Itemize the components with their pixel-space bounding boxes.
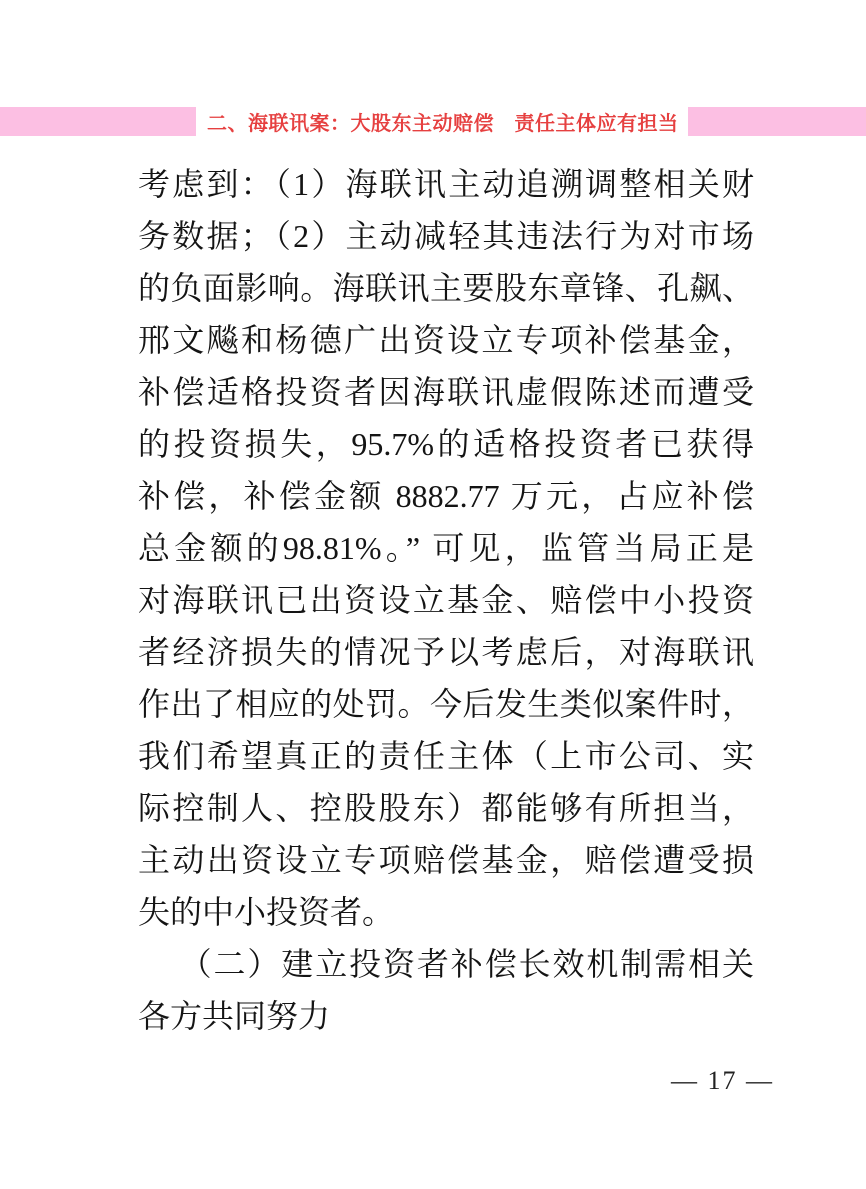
text-line: 补偿，补偿金额 8882.77 万元，占应补偿 [138, 478, 754, 514]
page-body [138, 158, 754, 1042]
text-line: 总金额的98.81%。” 可见，监管当局正是 [138, 530, 754, 566]
page-number: — 17 — [671, 1066, 774, 1095]
text-line: 补偿适格投资者因海联讯虚假陈述而遭受 [138, 374, 754, 410]
text-line: 者经济损失的情况予以考虑后，对海联讯 [138, 634, 754, 670]
text-line: 我们希望真正的责任主体（上市公司、实 [138, 738, 754, 774]
text-line: 对海联讯已出资设立基金、赔偿中小投资 [138, 582, 754, 618]
header-title: 二、海联讯案：大股东主动赔偿 责任主体应有担当 [207, 113, 679, 135]
text-line: 失的中小投资者。 [138, 894, 395, 930]
subsection-heading-line: 各方共同努力 [138, 998, 331, 1034]
text-line: 际控制人、控股股东）都能够有所担当， [138, 790, 754, 826]
page-footer [0, 1066, 774, 1096]
text-line: 作出了相应的处罚。今后发生类似案件时， [138, 686, 754, 722]
text-line: 考虑到：（1）海联讯主动追溯调整相关财 [138, 166, 754, 202]
text-line: 的负面影响。海联讯主要股东章锋、孔飙、 [138, 270, 754, 306]
text-line: 务数据；（2）主动减轻其违法行为对市场 [138, 218, 754, 254]
text-line: 主动出资设立专项赔偿基金，赔偿遭受损 [138, 842, 754, 878]
text-line: 邢文飚和杨德广出资设立专项补偿基金， [138, 322, 754, 358]
running-header [0, 107, 866, 136]
header-bar-left [0, 107, 196, 136]
header-bar-right [688, 107, 866, 136]
subsection-heading-line: （二）建立投资者补偿长效机制需相关 [179, 946, 754, 982]
text-line: 的投资损失，95.7%的适格投资者已获得 [138, 426, 754, 462]
